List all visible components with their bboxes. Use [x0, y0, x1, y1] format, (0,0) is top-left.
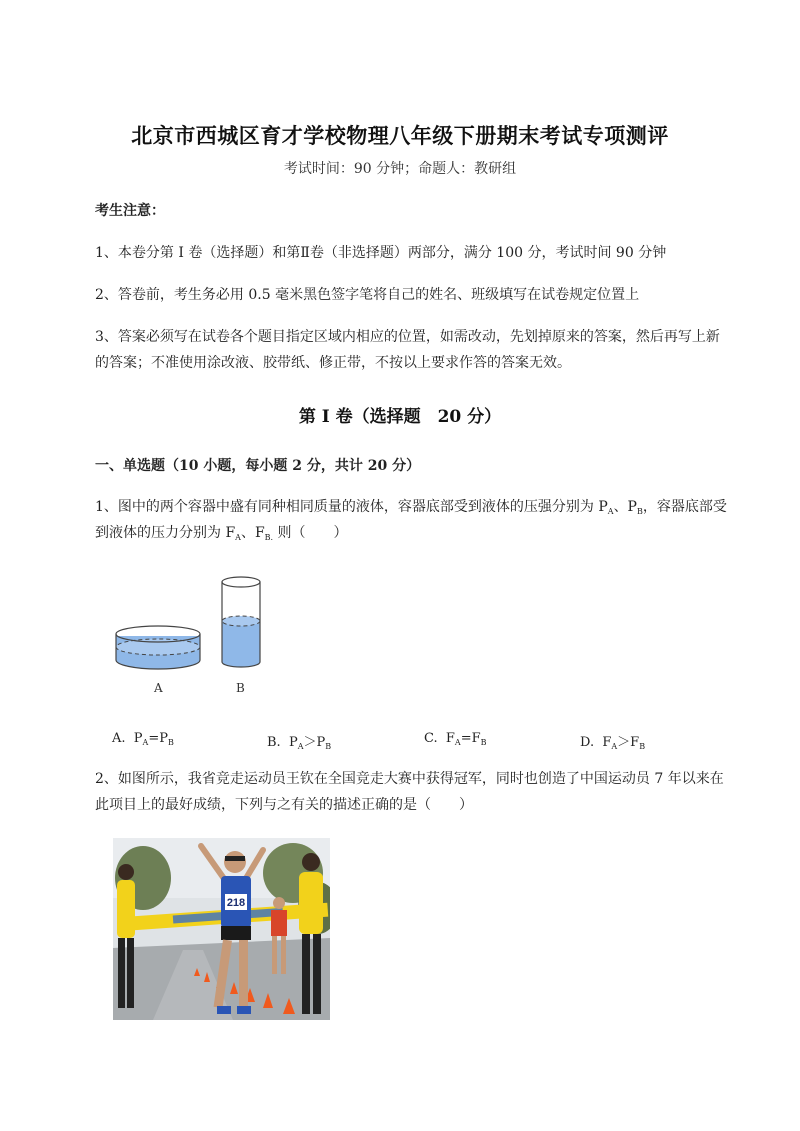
- label-b: B: [236, 681, 245, 695]
- notice-2: 2、答卷前，考生务必用 0.5 毫米黑色签字笔将自己的姓名、班级填写在试卷规定位置上: [95, 287, 640, 303]
- document-title: 北京市西城区育才学校物理八年级下册期末考试专项测评: [131, 123, 669, 148]
- race-walker-photo: [113, 838, 330, 1020]
- option-a[interactable]: A. $P_A=P_B$: [112, 731, 174, 747]
- containers-figure: [100, 572, 280, 702]
- question-2-line-2: 此项目上的最好成绩，下列与之有关的描述正确的是（ ）: [95, 797, 473, 813]
- section-title: 第 I 卷（选择题 20 分）: [298, 407, 502, 427]
- container-a: [116, 626, 200, 669]
- notice-1: 1、本卷分第 I 卷（选择题）和第Ⅱ卷（非选择题）两部分，满分 100 分，考试时间 90 分钟: [95, 245, 667, 261]
- option-c[interactable]: C. $F_A=F_B$: [424, 731, 487, 747]
- container-b: [222, 577, 260, 667]
- exam-subtitle: 考试时间：90 分钟；命题人：教研组: [283, 161, 517, 177]
- notice-heading: 考生注意：: [95, 203, 165, 219]
- option-b[interactable]: B. $P_A>P_B$: [267, 735, 332, 751]
- question-1-line-1: 1、图中的两个容器中盛有同种相同质量的液体，容器底部受到液体的压强分别为 $P_A$、$P_B$，容器底部受: [95, 499, 727, 516]
- label-a: A: [154, 681, 163, 695]
- question-2-line-1: 2、如图所示，我省竞走运动员王钦在全国竞走大赛中获得冠军，同时也创造了中国运动员 7 年以来在: [95, 771, 724, 787]
- part-heading: 一、单选题（10 小题，每小题 2 分，共计 20 分）: [95, 458, 421, 474]
- option-d[interactable]: D. $F_A>F_B$: [580, 735, 646, 751]
- notice-3: 3、答案必须写在试卷各个题目指定区域内相应的位置，如需改动，先划掉原来的答案，然后再写上新: [95, 329, 720, 345]
- notice-3-cont: 的答案；不准使用涂改液、胶带纸、修正带，不按以上要求作答的答案无效。: [95, 355, 571, 371]
- bib-number: 218: [226, 897, 246, 909]
- question-1-line-2: 到液体的压力分别为 $F_A$、$F_{B.}$ 则（ ）: [95, 525, 348, 542]
